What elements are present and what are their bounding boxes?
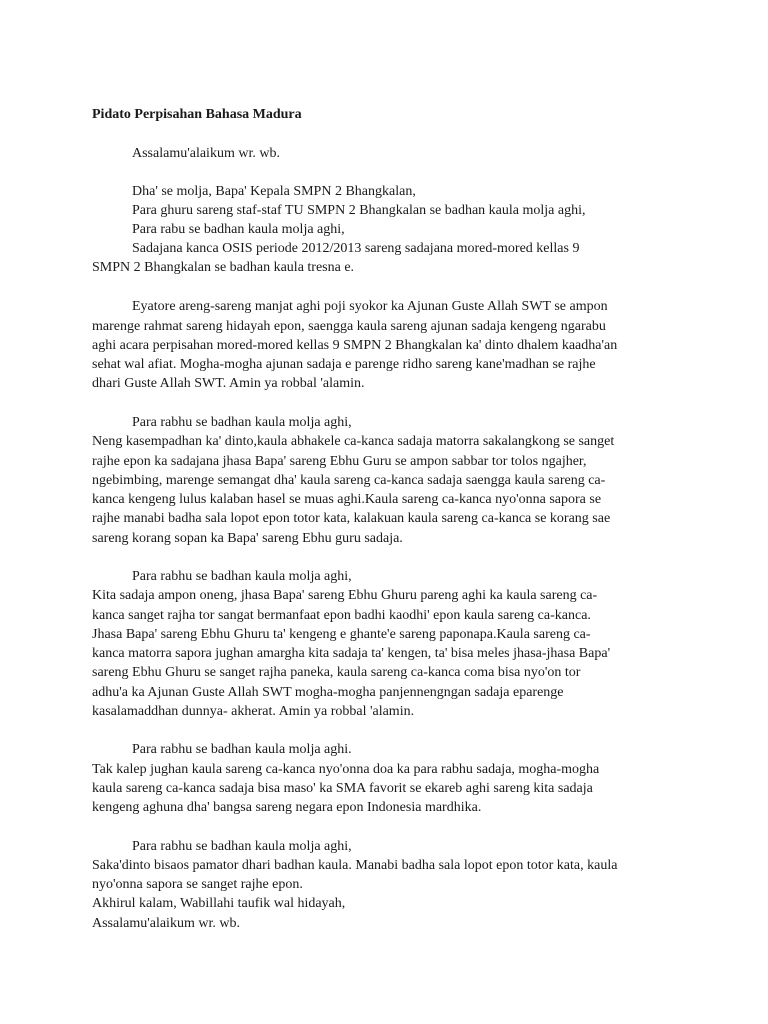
paragraph-line: adhu'a ka Ajunan Guste Allah SWT mogha-mogha panjennengngan sadaja eparenge xyxy=(92,685,564,700)
document-title: Pidato Perpisahan Bahasa Madura xyxy=(92,107,302,122)
paragraph-line: rajhe epon ka sadajana jhasa Bapa' sareng Ebhu Guru se ampon sabbar tor tolos ngajher, xyxy=(92,454,587,469)
paragraph-line: kaula sareng ca-kanca sadaja bisa maso' ka SMA favorit se ekareb aghi sareng kita sadaja xyxy=(92,781,593,796)
paragraph-line: kengeng aghuna dha' bangsa sareng negara epon Indonesia mardhika. xyxy=(92,800,482,815)
paragraph-line: nyo'onna sapora se sanget rajhe epon. xyxy=(92,877,303,892)
address-line: Sadajana kanca OSIS periode 2012/2013 sareng sadajana mored-mored kellas 9 xyxy=(132,241,580,256)
paragraph-line: Para rabhu se badhan kaula molja aghi, xyxy=(132,569,352,584)
paragraph-line: sareng Ebhu Ghuru se sanget rajha paneka, kaula sareng ca-kanca coma bisa nyo'on tor xyxy=(92,665,581,680)
address-line: SMPN 2 Bhangkalan se badhan kaula tresna e. xyxy=(92,260,355,275)
paragraph-line: Eyatore areng-sareng manjat aghi poji syokor ka Ajunan Guste Allah SWT se ampon xyxy=(132,299,608,314)
paragraph-line: Neng kasempadhan ka' dinto,kaula abhakele ca-kanca sadaja matorra sakalangkong se sanget xyxy=(92,434,615,449)
paragraph-line: rajhe manabi badha sala lopot epon totor kata, kalakuan kaula sareng ca-kanca se korang sae xyxy=(92,511,611,526)
paragraph-line: Jhasa Bapa' sareng Ebhu Ghuru ta' kengeng e ghante'e sareng paponapa.Kaula sareng ca- xyxy=(92,627,591,642)
paragraph-line: kasalamaddhan dunnya- akherat. Amin ya robbal 'alamin. xyxy=(92,704,415,719)
opening-greeting: Assalamu'alaikum wr. wb. xyxy=(132,146,280,161)
paragraph-line: Akhirul kalam, Wabillahi taufik wal hidayah, xyxy=(92,896,346,911)
paragraph-line: aghi acara perpisahan mored-mored kellas 9 SMPN 2 Bhangkalan ka' dinto dhalem kaadha'an xyxy=(92,338,618,353)
paragraph-line: Tak kalep jughan kaula sareng ca-kanca nyo'onna doa ka para rabhu sadaja, mogha-mogha xyxy=(92,762,600,777)
paragraph-line: Saka'dinto bisaos pamator dhari badhan kaula. Manabi badha sala lopot epon totor kata, kaula xyxy=(92,858,618,873)
paragraph-line: kanca sanget rajha tor sangat bermanfaat epon badhi kaodhi' epon kaula sareng ca-kanca. xyxy=(92,608,591,623)
address-line: Dha' se molja, Bapa' Kepala SMPN 2 Bhangkalan, xyxy=(132,184,416,199)
paragraph-line: sehat wal afiat. Mogha-mogha ajunan sadaja e parenge ridho sareng kane'madhan se rajhe xyxy=(92,357,596,372)
address-line: Para ghuru sareng staf-staf TU SMPN 2 Bhangkalan se badhan kaula molja aghi, xyxy=(132,203,586,218)
paragraph-line: kanca kengeng lulus kalaban hasel se muas aghi.Kaula sareng ca-kanca nyo'onna sapora se xyxy=(92,492,602,507)
paragraph-line: ngebimbing, marenge semangat dha' kaula sareng ca-kanca sadaja saengga kaula sareng ca- xyxy=(92,473,606,488)
paragraph-line: Para rabhu se badhan kaula molja aghi, xyxy=(132,839,352,854)
closing-greeting: Assalamu'alaikum wr. wb. xyxy=(92,916,240,931)
paragraph-line: Para rabhu se badhan kaula molja aghi. xyxy=(132,742,352,757)
address-line: Para rabu se badhan kaula molja aghi, xyxy=(132,222,345,237)
paragraph-line: Kita sadaja ampon oneng, jhasa Bapa' sareng Ebhu Ghuru pareng aghi ka kaula sareng ca- xyxy=(92,588,598,603)
paragraph-line: dhari Guste Allah SWT. Amin ya robbal 'alamin. xyxy=(92,376,365,391)
paragraph-line: kanca matorra sapora jughan amargha kita sadaja ta' kengen, ta' bisa meles jhasa-jhasa Bapa' xyxy=(92,646,611,661)
paragraph-line: marenge rahmat sareng hidayah epon, saengga kaula sareng ajunan sadaja kengeng ngarabu xyxy=(92,319,606,334)
paragraph-line: sareng korang sopan ka Bapa' sareng Ebhu guru sadaja. xyxy=(92,531,403,546)
paragraph-line: Para rabhu se badhan kaula molja aghi, xyxy=(132,415,352,430)
